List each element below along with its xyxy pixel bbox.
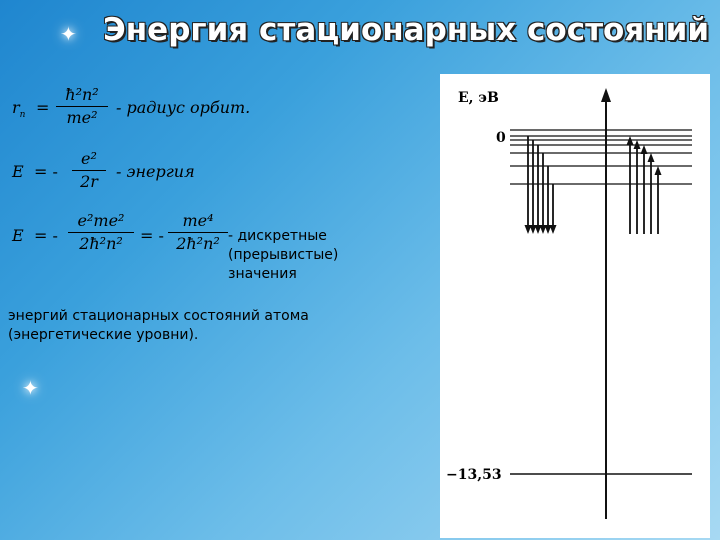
sparkle-decoration: ✦ <box>60 22 77 46</box>
formula-numerator: ħ²n² <box>65 85 99 104</box>
ground-label: −13,53 <box>446 467 502 483</box>
formula-radius <box>12 80 312 140</box>
slide-title <box>103 10 709 50</box>
energy-level-svg <box>440 74 710 538</box>
absorption-arrow <box>627 136 634 234</box>
absorption-arrow-head-icon <box>655 166 662 175</box>
formula-energy <box>12 142 312 202</box>
formula-fraction <box>56 86 108 127</box>
note-line: (энергетические уровни). <box>8 327 199 343</box>
sparkle-decoration: ✦ <box>22 376 39 400</box>
zero-label: 0 <box>496 130 506 146</box>
emission-arrow-head-icon <box>550 225 557 234</box>
absorption-arrow <box>648 153 655 234</box>
absorption-arrow-head-icon <box>641 145 648 154</box>
formula-denominator: me² <box>66 108 98 127</box>
emission-arrow <box>540 153 547 234</box>
absorption-arrow <box>655 166 662 234</box>
axis-label: E, эВ <box>458 90 499 106</box>
formula-lhs: E <box>12 162 24 181</box>
note-line: значения <box>228 266 297 282</box>
formula-lhs-sub: n <box>19 110 26 121</box>
emission-arrow <box>530 140 537 234</box>
formula-numerator: e²me² <box>77 211 125 230</box>
formula-eq: = - <box>140 226 164 245</box>
formula-numerator: me⁴ <box>182 211 214 230</box>
formula-denominator: 2ħ²n² <box>176 234 220 253</box>
formula-description: - энергия <box>116 162 195 181</box>
emission-arrow <box>535 145 542 234</box>
formula-lhs: E <box>12 226 24 245</box>
formula-denominator: 2r <box>80 172 98 191</box>
note-line: энергий стационарных состояний атома <box>8 308 309 324</box>
note-line: (прерывистые) <box>228 247 339 263</box>
emission-arrow <box>525 136 532 234</box>
note-discrete <box>228 227 428 284</box>
absorption-arrow <box>641 145 648 234</box>
formula-eq: = <box>36 98 50 117</box>
formula-description: - радиус орбит. <box>116 98 251 117</box>
formula-energy-levels <box>12 206 242 266</box>
formula-fraction <box>72 150 106 191</box>
formula-eq: = - <box>34 226 58 245</box>
note-line: - дискретные <box>228 228 327 244</box>
formula-fraction <box>168 212 228 253</box>
energy-level-diagram <box>440 74 710 538</box>
formula-denominator: 2ħ²n² <box>79 234 123 253</box>
emission-arrow <box>550 184 557 234</box>
note-levels <box>8 307 428 345</box>
slide-title-text: Энергия стационарных состояний <box>103 12 710 48</box>
emission-arrow <box>545 166 552 234</box>
absorption-arrow <box>634 140 641 234</box>
formula-fraction <box>68 212 134 253</box>
formula-numerator: e² <box>81 149 97 168</box>
formula-eq: = - <box>34 162 58 181</box>
formula-lhs: r <box>12 98 20 117</box>
absorption-arrow-head-icon <box>648 153 655 162</box>
axis-arrowhead-icon <box>601 88 611 102</box>
